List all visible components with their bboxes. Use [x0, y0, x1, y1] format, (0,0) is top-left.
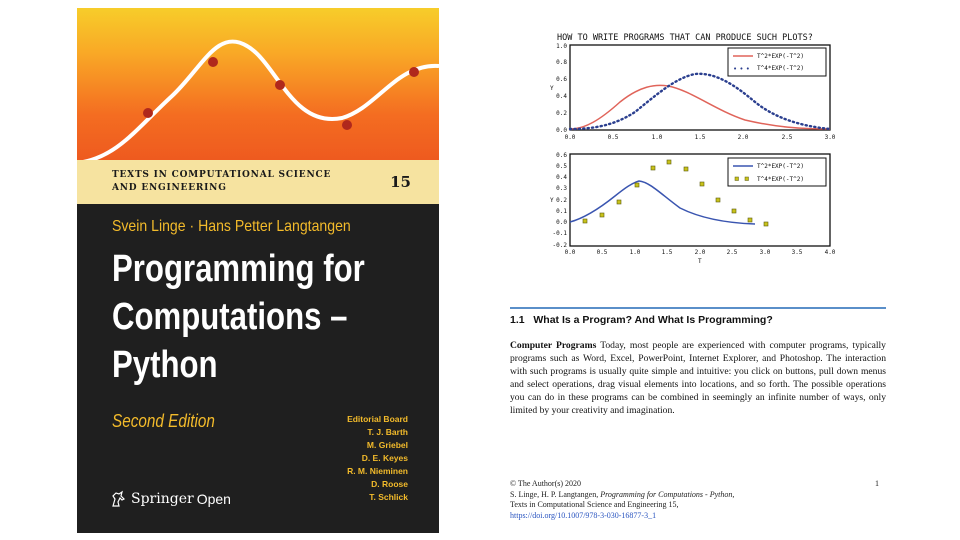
springer-horse-icon [110, 490, 128, 508]
y-tick: -0.1 [552, 230, 567, 237]
editorial-board [347, 413, 408, 504]
x-tick: 1.5 [661, 249, 673, 256]
top-y-label: Y [550, 85, 554, 92]
x-tick: 3.0 [824, 134, 836, 141]
board-member: T. J. Barth [367, 427, 408, 437]
cover-dot [143, 108, 153, 118]
y-tick: 0.4 [556, 93, 567, 100]
x-tick: 1.5 [694, 134, 706, 141]
xkcd-style-figure [540, 30, 850, 275]
y-tick: -0.2 [552, 242, 567, 249]
section-rule [510, 307, 886, 309]
citation-series: Texts in Computational Science and Engineering 15, [510, 500, 679, 510]
publisher-logo [110, 490, 231, 508]
legend-label: T^2*EXP(-T^2) [757, 53, 804, 60]
y-tick: 0.8 [556, 59, 567, 66]
data-square [667, 160, 671, 164]
publisher-name: Springer [131, 491, 194, 507]
x-tick: 0.0 [564, 249, 576, 256]
data-square [748, 218, 752, 222]
top-y-ticks [556, 43, 567, 134]
series-name-line2: AND ENGINEERING [112, 183, 227, 193]
x-tick: 0.0 [564, 134, 576, 141]
data-square [732, 209, 736, 213]
x-tick: 0.5 [607, 134, 619, 141]
y-tick: 0.1 [556, 208, 567, 215]
x-tick: 3.5 [791, 249, 803, 256]
series-name-line1: TEXTS IN COMPUTATIONAL SCIENCE [112, 170, 332, 180]
y-tick: 1.0 [556, 43, 567, 50]
data-square [651, 166, 655, 170]
x-tick: 4.0 [824, 249, 836, 256]
book-cover [77, 8, 439, 533]
section-heading [510, 314, 773, 326]
section-title: What Is a Program? And What Is Programming? [533, 314, 773, 326]
legend-dots-swatch: • • • [733, 65, 750, 73]
x-tick: 1.0 [629, 249, 641, 256]
citation-authors: S. Linge, H. P. Langtangen, [510, 489, 599, 499]
data-square [716, 198, 720, 202]
body-paragraph [510, 339, 886, 417]
data-square [684, 167, 688, 171]
section-number: 1.1 [510, 314, 525, 326]
legend-square-swatch [745, 177, 749, 181]
data-square [635, 183, 639, 187]
doi-link[interactable]: https://doi.org/10.1007/978-3-030-16877-3_1 [510, 510, 657, 520]
board-member: D. Roose [371, 479, 408, 489]
cover-title-line3: Python [112, 344, 218, 386]
citation-line: S. Linge, H. P. Langtangen, Programming for Computations - Python, [510, 489, 735, 499]
top-legend [728, 48, 826, 76]
y-tick: 0.2 [556, 197, 567, 204]
legend-square-swatch [735, 177, 739, 181]
board-member: D. E. Keyes [361, 453, 408, 463]
board-member: R. M. Nieminen [347, 466, 408, 476]
legend-label: T^4*EXP(-T^2) [757, 176, 804, 183]
bottom-x-ticks [565, 249, 836, 256]
bottom-y-ticks [553, 152, 568, 249]
y-tick: 0.6 [556, 152, 567, 159]
y-tick: 0.4 [556, 174, 567, 181]
cover-curve-line [77, 42, 439, 160]
footnote [510, 479, 886, 521]
board-heading: Editorial Board [347, 414, 408, 424]
paragraph-lead: Computer Programs [510, 340, 597, 351]
y-tick: 0.0 [556, 219, 567, 226]
cover-title-line2: Computations – [112, 296, 348, 338]
legend-label: T^4*EXP(-T^2) [757, 65, 804, 72]
cover-title-line1: Programming for [112, 248, 365, 290]
cover-dot [208, 57, 218, 67]
x-tick: 2.0 [737, 134, 749, 141]
cover-edition: Second Edition [112, 411, 215, 431]
cover-curve-graphic [77, 8, 439, 160]
x-tick: 3.0 [759, 249, 771, 256]
cover-dot [342, 120, 352, 130]
x-tick: 2.5 [781, 134, 793, 141]
data-square [764, 222, 768, 226]
y-tick: 0.5 [556, 163, 567, 170]
citation-title: Programming for Computations - Python [600, 489, 733, 499]
data-square [583, 219, 587, 223]
x-tick: 2.5 [726, 249, 738, 256]
top-series-dotted [570, 74, 830, 129]
x-tick: 1.0 [651, 134, 663, 141]
copyright-line: © The Author(s) 2020 [510, 479, 582, 488]
data-square [600, 213, 604, 217]
top-series-line [570, 85, 830, 129]
x-tick: 2.0 [694, 249, 706, 256]
figure-title: HOW TO WRITE PROGRAMS THAT CAN PRODUCE SUCH PLOTS? [557, 33, 813, 43]
bottom-series-line [570, 181, 755, 224]
bottom-y-label: Y [550, 197, 554, 204]
board-member: T. Schlick [369, 492, 408, 502]
y-tick: 0.0 [556, 127, 567, 134]
cover-authors: Svein Linge · Hans Petter Langtangen [112, 218, 351, 235]
x-tick: 0.5 [596, 249, 608, 256]
y-tick: 0.6 [556, 76, 567, 83]
legend-label: T^2*EXP(-T^2) [757, 163, 804, 170]
book-page [505, 25, 885, 535]
page-number: 1 [875, 479, 879, 488]
cover-dot [409, 67, 419, 77]
y-tick: 0.3 [556, 185, 567, 192]
data-square [617, 200, 621, 204]
top-x-ticks [565, 134, 836, 141]
publisher-suffix: Open [196, 491, 231, 507]
board-member: M. Griebel [366, 440, 408, 450]
bottom-legend [728, 158, 826, 186]
y-tick: 0.2 [556, 110, 567, 117]
cover-dot [275, 80, 285, 90]
bottom-x-label: T [698, 258, 702, 265]
paragraph-text: Today, most people are experienced with computer programs, typically programs such as Word, Excel, PowerPoint, Internet Explorer, and Photoshop. The interaction with such programs is usually quite simple and intuitive: you click on buttons, pull down menus and select operations, drag visual elements into locations, and so forth. The possible operations you can do in these programs can be combined in seemingly an infinite number of ways, only limited by your creativity and imagination. [510, 340, 886, 416]
data-square [700, 182, 704, 186]
series-band [77, 160, 439, 204]
series-number: 15 [390, 173, 411, 191]
